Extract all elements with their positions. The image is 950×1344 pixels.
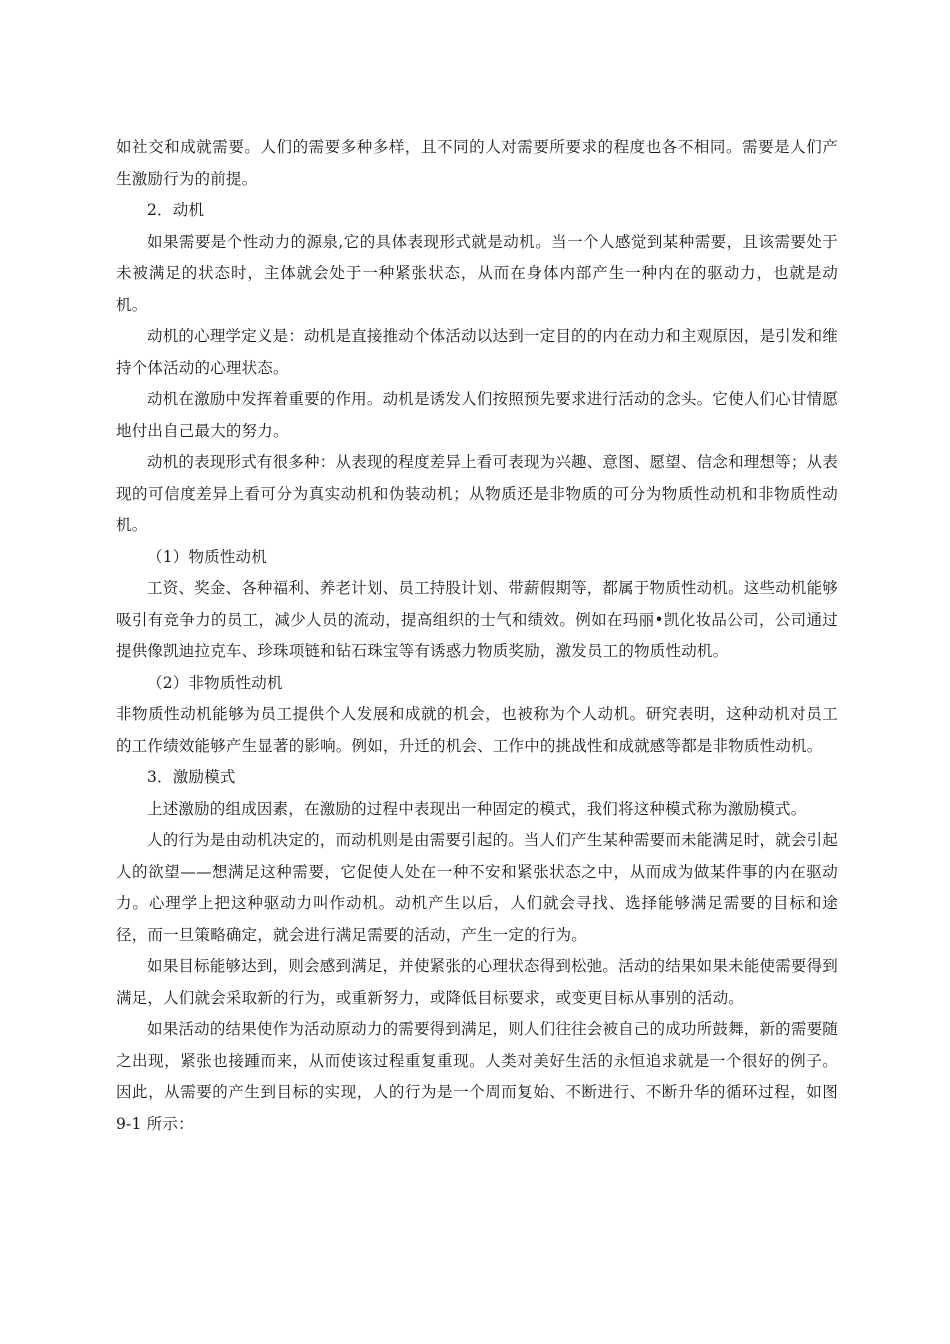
- paragraph-motive-definition: 如果需要是个性动力的源泉,它的具体表现形式就是动机。当一个人感觉到某种需要，且该需要处于未被满足的状态时，主体就会处于一种紧张状态，从而在身体内部产生一种内在的驱动力，也就是动机。: [116, 232, 838, 314]
- paragraph-incentive-model: 上述激励的组成因素，在激励的过程中表现出一种固定的模式，我们将这种模式称为激励模式。: [147, 799, 807, 818]
- paragraph-psychology-definition: 动机的心理学定义是：动机是直接推动个体活动以达到一定目的的内在动力和主观原因，是引发和维持个体活动的心理状态。: [116, 327, 838, 377]
- paragraph-material-motive: 工资、奖金、各种福利、养老计划、员工持股计划、带薪假期等，都属于物质性动机。这些动机能够吸引有竞争力的员工，减少人员的流动，提高组织的士气和绩效。例如在玛丽•凯化妆品公司，公司通过提供像凯迪拉克车、珍珠项链和钻石珠宝等有诱惑力物质奖励，激发员工的物质性动机。: [116, 579, 838, 660]
- paragraph-motive-forms: 动机的表现形式有很多种：从表现的程度差异上看可表现为兴趣、意图、愿望、信念和理想等；从表现的可信度差异上看可分为真实动机和伪装动机；从物质还是非物质的可分为物质性动机和非物质性动机。: [116, 453, 838, 534]
- subheading-material-motive: （1）物质性动机: [147, 547, 267, 566]
- paragraph-behavior-motive: 人的行为是由动机决定的，而动机则是由需要引起的。当人们产生某种需要而未能满足时，就会引起人的欲望——想满足这种需要，它促使人处在一种不安和紧张状态之中，从而成为做某件事的内在驱动力。心理学上把这种驱动力叫作动机。动机产生以后，人们就会寻找、选择能够满足需要的目标和途径，而一旦策略确定，就会进行满足需要的活动，产生一定的行为。: [116, 831, 838, 944]
- paragraph-cycle: 如果活动的结果使作为活动原动力的需要得到满足，则人们往往会被自己的成功所鼓舞，新的需要随之出现，紧张也接踵而来，从而使该过程重复重现。人类对美好生活的永恒追求就是一个很好的例子。因此，从需要的产生到目标的实现，人的行为是一个周而复始、不断进行、不断升华的循环过程，如图 9-1 所示：: [116, 1020, 838, 1133]
- paragraph-goal-achieved: 如果目标能够达到，则会感到满足，并使紧张的心理状态得到松弛。活动的结果如果未能使需要得到满足，人们就会采取新的行为，或重新努力，或降低目标要求，或变更目标从事别的活动。: [116, 957, 838, 1007]
- paragraph-nonmaterial-motive: 非物质性动机能够为员工提供个人发展和成就的机会，也被称为个人动机。研究表明，这种动机对员工的工作绩效能够产生显著的影响。例如，升迁的机会、工作中的挑战性和成就感等都是非物质性动机。: [116, 705, 838, 755]
- section-heading-incentive-model: 3．激励模式: [147, 768, 236, 786]
- document-page: [116, 132, 838, 1140]
- section-heading-motive: 2．动机: [147, 201, 205, 219]
- paragraph-needs-continued: 如社交和成就需要。人们的需要多种多样，且不同的人对需要所要求的程度也各不相同。需要是人们产生激励行为的前提。: [116, 138, 838, 188]
- subheading-nonmaterial-motive: （2）非物质性动机: [147, 673, 283, 692]
- paragraph-motive-role: 动机在激励中发挥着重要的作用。动机是诱发人们按照预先要求进行活动的念头。它使人们心甘情愿地付出自己最大的努力。: [116, 390, 838, 440]
